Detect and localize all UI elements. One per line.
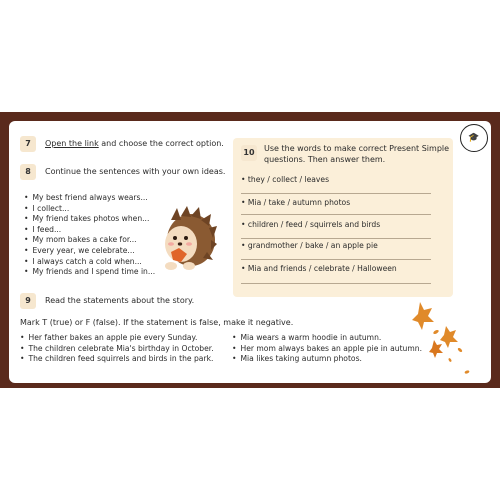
hedgehog-illustration <box>157 206 217 272</box>
list-item: • Mia likes taking autumn photos. <box>232 354 422 365</box>
answer-line[interactable] <box>241 283 431 284</box>
open-link[interactable]: Open the link <box>45 139 99 148</box>
answer-line[interactable] <box>241 214 431 215</box>
task-9-instruction: Mark T (true) or F (false). If the statement is false, make it negative. <box>20 318 294 327</box>
task-8-text: Continue the sentences with your own ideas. <box>45 167 226 176</box>
answer-line[interactable] <box>241 193 431 194</box>
task-8-number: 8 <box>20 164 36 180</box>
task-9-text: Read the statements about the story. <box>45 296 195 305</box>
task-10-number: 10 <box>241 145 257 161</box>
graduation-cap-icon: 🎓 <box>468 133 480 143</box>
school-badge <box>460 124 488 152</box>
list-item: • Every year, we celebrate... <box>24 246 155 257</box>
task-7-number: 7 <box>20 136 36 152</box>
autumn-leaves-icon <box>412 300 474 380</box>
list-item: • My mom bakes a cake for... <box>24 235 155 246</box>
list-item: • I collect... <box>24 204 155 215</box>
list-item: • Her father bakes an apple pie every Sunday. <box>20 333 214 344</box>
task-9-left-list <box>20 333 214 365</box>
list-item: • My best friend always wears... <box>24 193 155 204</box>
list-item: • I feed... <box>24 225 155 236</box>
task-10-item: • Mia / take / autumn photos <box>241 198 351 207</box>
list-item: • My friend takes photos when... <box>24 214 155 225</box>
task-10-title-line2: questions. Then answer them. <box>264 154 386 164</box>
task-7-text <box>45 139 224 149</box>
task-10-item: • they / collect / leaves <box>241 175 330 184</box>
task-9-right-list <box>232 333 422 365</box>
answer-line[interactable] <box>241 238 431 239</box>
task-10-title <box>264 144 454 165</box>
task-10-item: • Mia and friends / celebrate / Halloween <box>241 264 397 273</box>
task-10-item: • children / feed / squirrels and birds <box>241 220 381 229</box>
list-item: • Her mom always bakes an apple pie in autumn. <box>232 344 422 355</box>
task-7-rest: and choose the correct option. <box>98 139 224 148</box>
list-item: • Mia wears a warm hoodie in autumn. <box>232 333 422 344</box>
task-10-item: • grandmother / bake / an apple pie <box>241 241 378 250</box>
list-item: • I always catch a cold when... <box>24 257 155 268</box>
task-8-list <box>24 193 155 278</box>
list-item: • The children feed squirrels and birds in the park. <box>20 354 214 365</box>
task-9-number: 9 <box>20 293 36 309</box>
list-item: • The children celebrate Mia's birthday in October. <box>20 344 214 355</box>
answer-line[interactable] <box>241 259 431 260</box>
task-10-title-line1: Use the words to make correct Present Simple <box>264 144 450 153</box>
list-item: • My friends and I spend time in... <box>24 267 155 278</box>
